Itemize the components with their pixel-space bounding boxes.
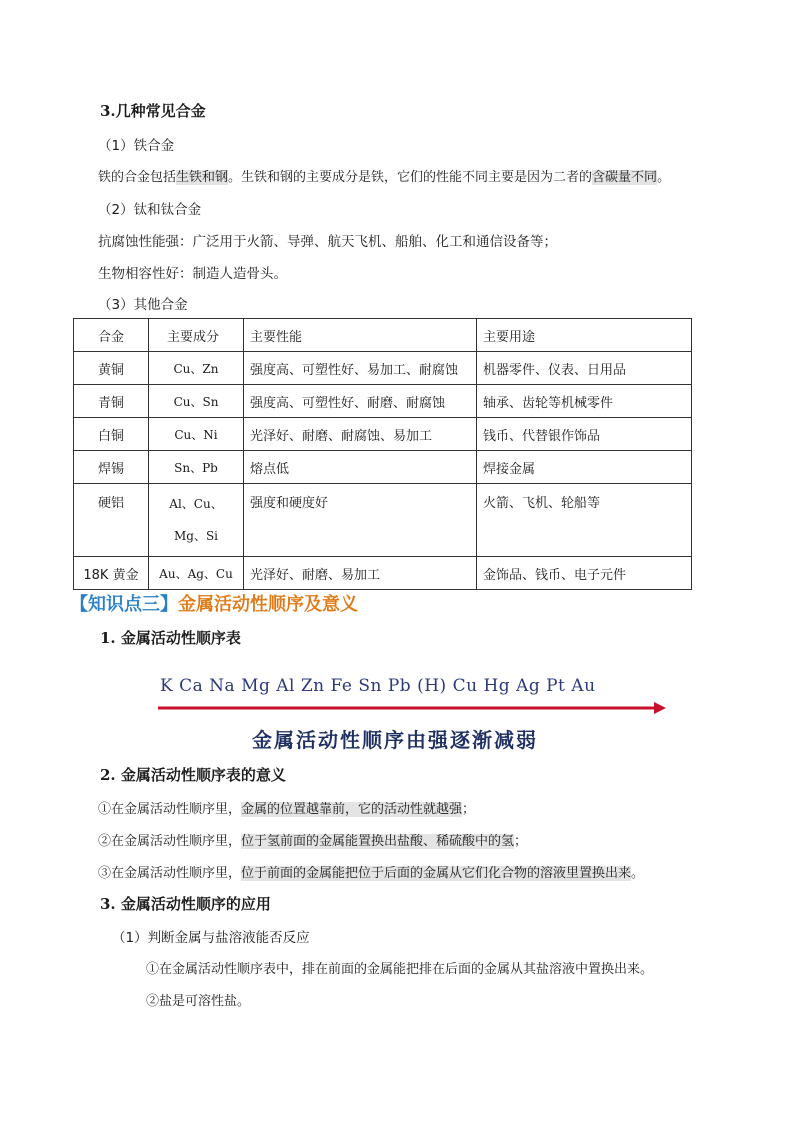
highlight: 位于前面的金属能把位于后面的金属从它们化合物的溶液里置换出来 [241,866,632,881]
table-cell: 黄铜 [74,352,149,385]
knowledge-point-title: 金属活动性顺序及意义 [178,594,358,615]
table-cell: 18K 黄金 [74,557,149,590]
paragraph-titanium-corrosion: 抗腐蚀性能强：广泛用于火箭、导弹、航天飞机、船舶、化工和通信设备等； [98,234,557,250]
highlight-carbon-content: 含碳量不同 [592,170,658,185]
table-row [74,451,692,484]
table-header: 主要用途 [477,319,692,352]
table-header: 主要性能 [244,319,477,352]
table-cell: 强度高、可塑性好、易加工、耐腐蚀 [244,352,477,385]
bracket-close: 】 [160,594,178,615]
table-cell: 光泽好、耐磨、易加工 [244,557,477,590]
text: ②在金属活动性顺序里， [98,834,242,849]
subheading-iron-alloy: （1）铁合金 [98,138,175,154]
meaning-line-3 [98,862,644,881]
table-cell: 强度和硬度好 [244,484,477,557]
table-cell: 焊接金属 [477,451,692,484]
subheading-other-alloys: （3）其他合金 [98,297,188,313]
text: ； [462,802,476,817]
table-row [74,484,692,557]
application-rule-1: ①在金属活动性顺序表中，排在前面的金属能把排在后面的金属从其盐溶液中置换出来。 [146,962,654,977]
table-cell-multiline [149,484,244,557]
table-cell: 强度高、可塑性好、耐磨、耐腐蚀 [244,385,477,418]
highlight: 位于氢前面的金属能置换出盐酸、稀硫酸中的氢 [241,834,515,849]
table-cell: 机器零件、仪表、日用品 [477,352,692,385]
table-row [74,557,692,590]
table-cell: 光泽好、耐磨、耐腐蚀、易加工 [244,418,477,451]
knowledge-point-heading [70,590,358,616]
table-header: 主要成分 [149,319,244,352]
table-cell: 金饰品、钱币、电子元件 [477,557,692,590]
paragraph-iron-alloy [98,166,670,185]
text: 。生铁和钢的主要成分是铁，它们的性能不同主要是因为二者的 [228,170,593,185]
decreasing-arrow [158,700,668,716]
table-cell: 钱币、代替银作饰品 [477,418,692,451]
paragraph-titanium-biocompatible: 生物相容性好：制造人造骨头。 [98,266,287,282]
table-cell: Cu、Zn [149,352,244,385]
table-cell: Sn、Pb [149,451,244,484]
text: 。 [657,170,671,185]
table-cell: Cu、Sn [149,385,244,418]
table-cell: Cu、Ni [149,418,244,451]
cell-line: Mg、Si [173,529,219,543]
application-subheading: （1）判断金属与盐溶液能否反应 [112,930,310,946]
application-rule-2: ②盐是可溶性盐。 [146,994,251,1009]
table-cell: Au、Ag、Cu [149,557,244,590]
subsection-title-meaning: 2. 金属活动性顺序表的意义 [100,766,286,784]
bracket-open: 【 [70,594,88,615]
subheading-titanium: （2）钛和钛合金 [98,202,202,218]
text: ； [514,834,528,849]
section-title-common-alloys: 3.几种常见合金 [100,102,206,120]
table-cell: 火箭、飞机、轮船等 [477,484,692,557]
text: ③在金属活动性顺序里， [98,866,242,881]
text: 铁的合金包括 [98,170,177,185]
table-header: 合金 [74,319,149,352]
table-cell: 熔点低 [244,451,477,484]
subsection-title-application: 3. 金属活动性顺序的应用 [100,895,271,913]
text: 。 [631,866,645,881]
highlight-pig-iron-steel: 生铁和钢 [176,170,229,185]
cell-line: Al、Cu、 [169,497,223,511]
table-row [74,385,692,418]
activity-series-caption: 金属活动性顺序由强逐渐减弱 [252,728,538,752]
table-cell: 硬铝 [74,484,149,557]
table-cell: 青铜 [74,385,149,418]
alloy-table [73,318,692,590]
meaning-line-2 [98,830,527,849]
highlight: 金属的位置越靠前，它的活动性就越强 [241,802,463,817]
subsection-title-activity-series: 1. 金属活动性顺序表 [100,629,241,647]
table-row [74,352,692,385]
arrow-head [654,702,666,714]
table-cell: 轴承、齿轮等机械零件 [477,385,692,418]
table-row [74,418,692,451]
text: ①在金属活动性顺序里， [98,802,242,817]
table-cell: 焊锡 [74,451,149,484]
activity-series-elements: K Ca Na Mg Al Zn Fe Sn Pb (H) Cu Hg Ag Pt Au [160,676,596,696]
table-cell: 白铜 [74,418,149,451]
table-header-row [74,319,692,352]
meaning-line-1 [98,798,475,817]
knowledge-point-label: 知识点三 [88,594,160,615]
